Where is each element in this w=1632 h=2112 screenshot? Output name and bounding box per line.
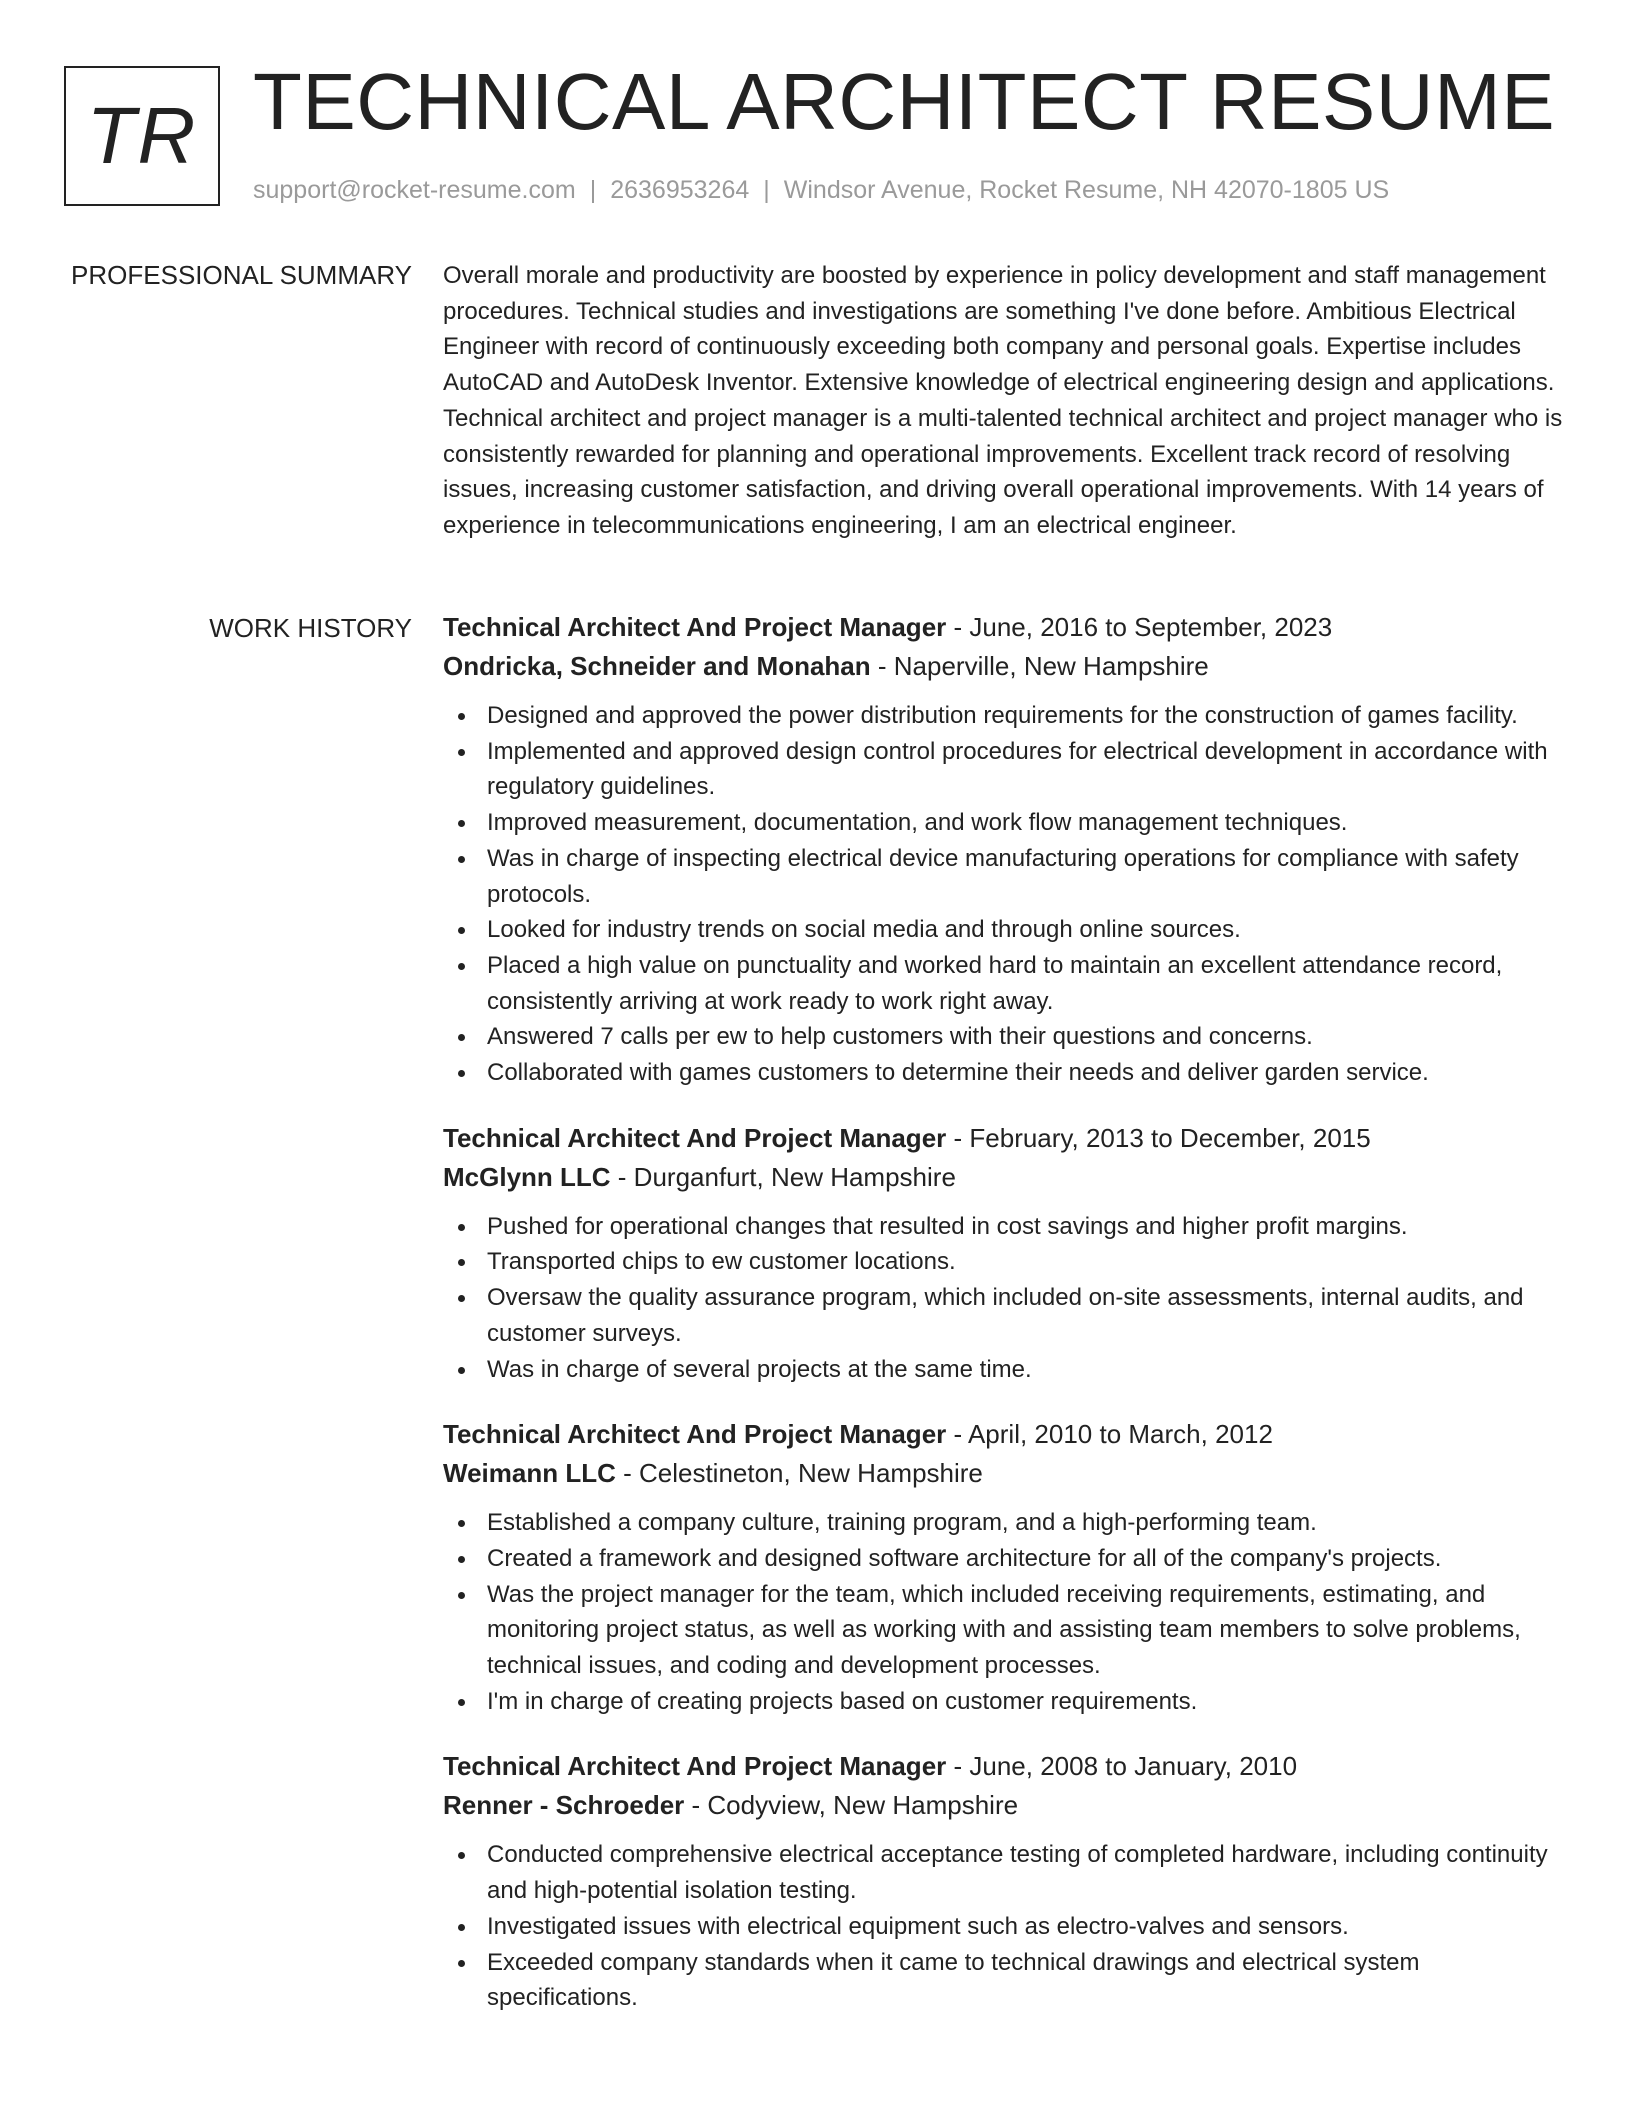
job-company: Weimann LLC: [443, 1458, 616, 1489]
job-title: Technical Architect And Project Manager: [443, 1419, 947, 1450]
work-history-heading: WORK HISTORY: [209, 613, 412, 643]
job-location: - Durganfurt, New Hampshire: [610, 1161, 956, 1192]
job-bullets: [443, 1837, 1563, 2016]
job-company: McGlynn LLC: [443, 1161, 611, 1192]
job-entry: [443, 1119, 1563, 1388]
job-bullet: Improved measurement, documentation, and work flow management techniques.: [443, 805, 1563, 841]
job-company-line: [443, 1454, 1563, 1493]
job-location: - Celestineton, New Hampshire: [615, 1458, 983, 1489]
job-bullet: Established a company culture, training program, and a high-performing team.: [443, 1505, 1563, 1541]
job-title: Technical Architect And Project Manager: [443, 1751, 947, 1782]
job-bullet: Transported chips to ew customer locations.: [443, 1244, 1563, 1280]
resume-title: TECHNICAL ARCHITECT RESUME: [253, 57, 1556, 146]
work-history-section: [443, 608, 1563, 2044]
job-company: Renner - Schroeder: [443, 1790, 685, 1821]
job-bullet: Designed and approved the power distribution requirements for the construction of games facility.: [443, 698, 1563, 734]
job-bullets: [443, 1505, 1563, 1719]
summary-section: [443, 258, 1563, 544]
job-bullets: [443, 1209, 1563, 1388]
job-title-line: [443, 608, 1563, 647]
job-title-line: [443, 1415, 1563, 1454]
job-entry: [443, 1415, 1563, 1719]
job-bullet: Investigated issues with electrical equipment such as electro-valves and sensors.: [443, 1909, 1563, 1945]
contact-separator: |: [763, 176, 770, 204]
summary-text: Overall morale and productivity are boosted by experience in policy development and staff management procedures. Technical studies and investigations are something I've done before. Ambitious Electrical Engineer with record of continuously exceeding both company and personal goals. Expertise includes AutoCAD and AutoDesk Inventor. Extensive knowledge of electrical engineering design and applications. Technical architect and project manager is a multi-talented technical architect and project manager who is consistently rewarded for planning and operational improvements. Excellent track record of resolving issues, increasing customer satisfaction, and driving overall operational improvements. With 14 years of experience in telecommunications engineering, I am an electrical engineer.: [443, 262, 1563, 539]
job-bullet: Implemented and approved design control procedures for electrical development in accordance with regulatory guidelines.: [443, 734, 1563, 805]
job-title: Technical Architect And Project Manager: [443, 1122, 947, 1153]
job-bullet: Exceeded company standards when it came to technical drawings and electrical system specifications.: [443, 1945, 1563, 2016]
job-bullet: Looked for industry trends on social media and through online sources.: [443, 912, 1563, 948]
job-location: - Naperville, New Hampshire: [870, 651, 1209, 681]
job-entry: [443, 1747, 1563, 2016]
job-dates: - June, 2008 to January, 2010: [946, 1751, 1298, 1782]
contact-separator: |: [589, 176, 597, 204]
summary-heading: PROFESSIONAL SUMMARY: [71, 260, 412, 290]
job-bullet: I'm in charge of creating projects based on customer requirements.: [443, 1684, 1563, 1720]
job-dates: - June, 2016 to September, 2023: [946, 612, 1333, 642]
job-bullet: Answered 7 calls per ew to help customers with their questions and concerns.: [443, 1019, 1563, 1055]
contact-email: support@rocket-resume.com: [253, 176, 576, 204]
monogram-logo: TR: [64, 66, 220, 206]
job-list: [443, 608, 1563, 2016]
job-entry: [443, 608, 1563, 1091]
job-bullet: Was in charge of inspecting electrical device manufacturing operations for compliance with safety protocols.: [443, 841, 1563, 912]
job-company: Ondricka, Schneider and Monahan: [443, 651, 871, 681]
job-title: Technical Architect And Project Manager: [443, 612, 947, 642]
contact-address: Windsor Avenue, Rocket Resume, NH 42070-1805 US: [783, 176, 1390, 204]
job-title-line: [443, 1747, 1563, 1786]
job-bullet: Was the project manager for the team, which included receiving requirements, estimating, and monitoring project status, as well as working with and assisting team members to solve problems, technical issues, and coding and development processes.: [443, 1577, 1563, 1684]
job-bullet: Collaborated with games customers to determine their needs and deliver garden service.: [443, 1055, 1563, 1091]
job-company-line: [443, 1158, 1563, 1197]
job-location: - Codyview, New Hampshire: [684, 1790, 1019, 1821]
job-bullet: Placed a high value on punctuality and worked hard to maintain an excellent attendance record, consistently arriving at work ready to work right away.: [443, 948, 1563, 1019]
job-bullet: Pushed for operational changes that resulted in cost savings and higher profit margins.: [443, 1209, 1563, 1245]
job-bullets: [443, 698, 1563, 1091]
job-company-line: [443, 1786, 1563, 1825]
job-bullet: Created a framework and designed software architecture for all of the company's projects.: [443, 1541, 1563, 1577]
job-dates: - February, 2013 to December, 2015: [946, 1122, 1371, 1153]
job-bullet: Oversaw the quality assurance program, which included on-site assessments, internal audits, and customer surveys.: [443, 1280, 1563, 1351]
contact-line: [253, 174, 1389, 206]
job-dates: - April, 2010 to March, 2012: [946, 1419, 1273, 1450]
job-title-line: [443, 1119, 1563, 1158]
contact-phone: 2636953264: [610, 176, 750, 204]
job-bullet: Was in charge of several projects at the same time.: [443, 1352, 1563, 1388]
job-company-line: [443, 647, 1563, 686]
job-bullet: Conducted comprehensive electrical acceptance testing of completed hardware, including continuity and high-potential isolation testing.: [443, 1837, 1563, 1908]
